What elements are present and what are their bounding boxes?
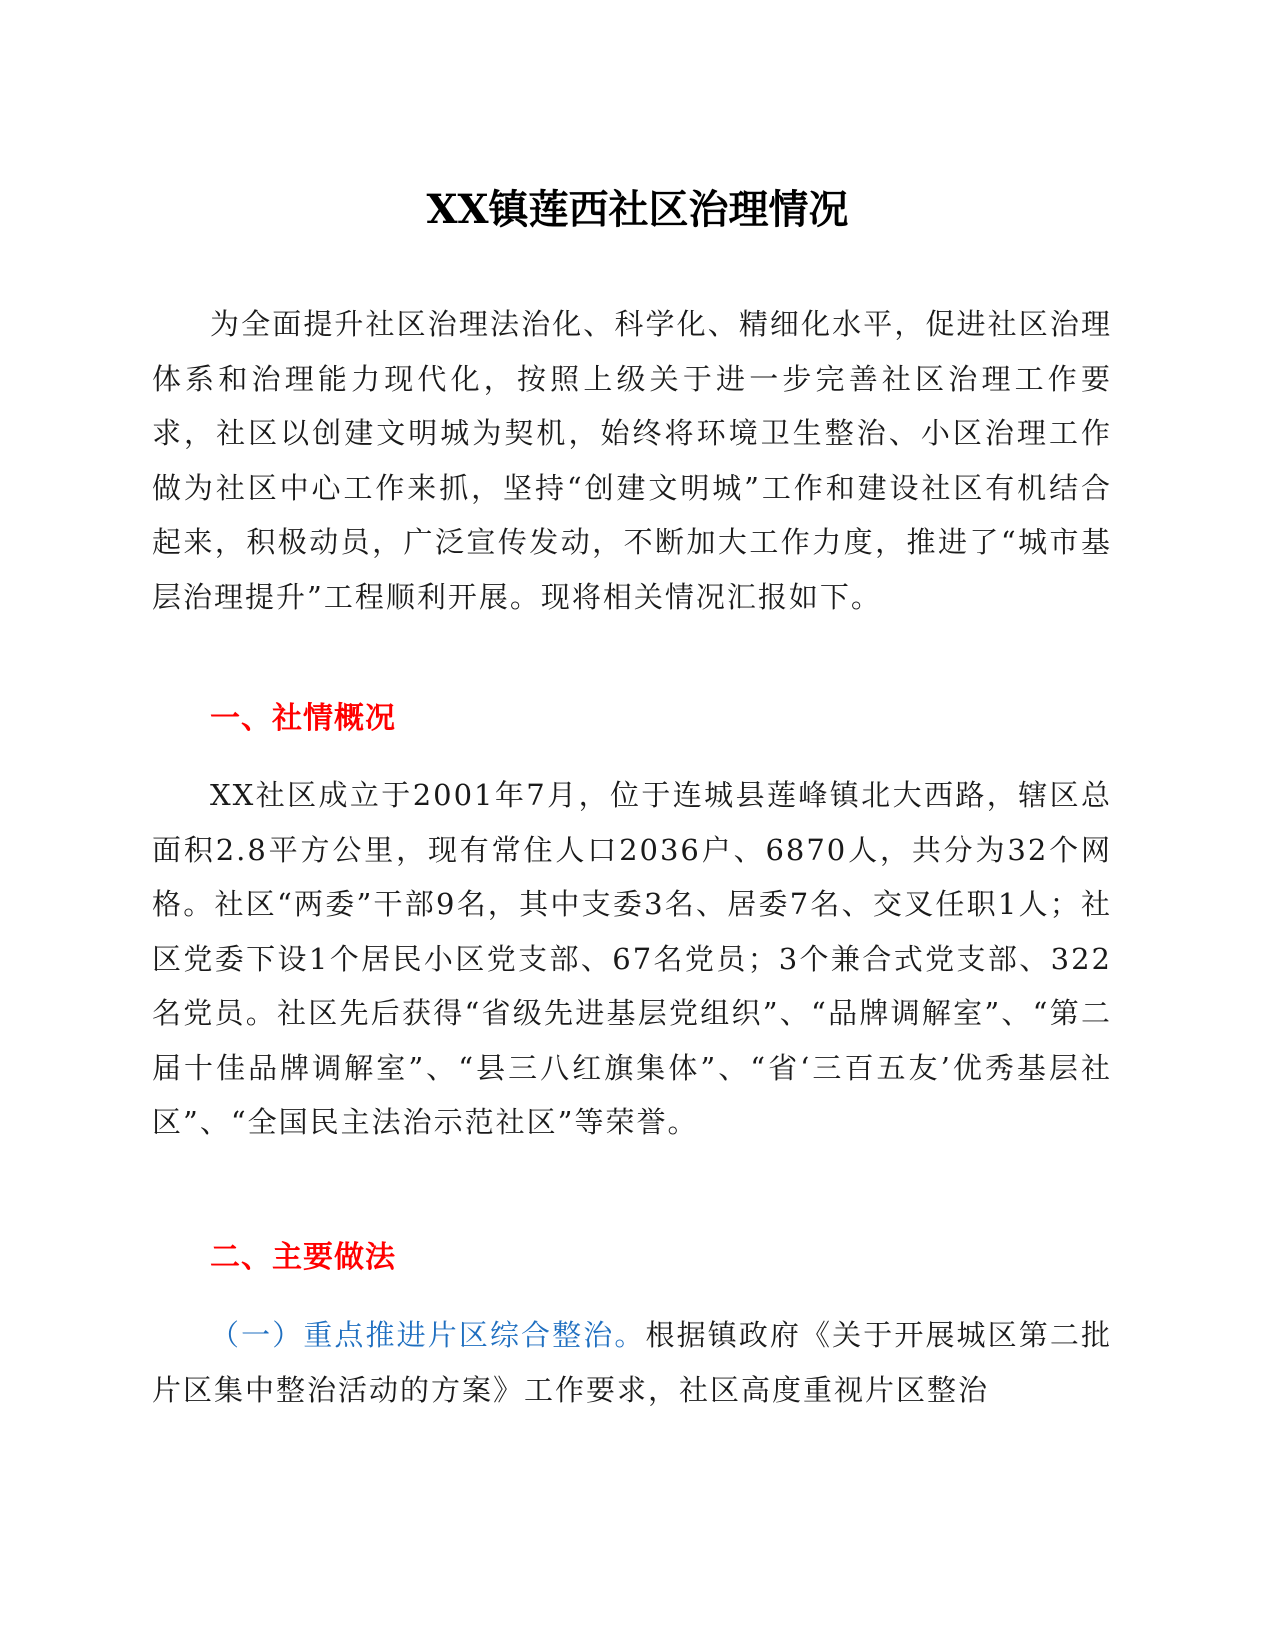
sub-heading-area-rectification: （一）重点推进片区综合整治。 [210,1318,646,1352]
practice-paragraph-text: 根据镇政府《关于开展城区第二批片区集中整治活动的方案》工作要求，社区高度重视片区整治 [152,1318,1112,1407]
document-title: XX镇莲西社区治理情况 [426,186,849,233]
intro-paragraph: 为全面提升社区治理法治化、科学化、精细化水平，促进社区治理体系和治理能力现代化，按照上级关于进一步完善社区治理工作要求，社区以创建文明城为契机，始终将环境卫生整治、小区治理工作做为社区中心工作来抓，坚持“创建文明城”工作和建设社区有机结合起来，积极动员，广泛宣传发动，不断加大工作力度，推进了“城市基层治理提升”工程顺利开展。现将相关情况汇报如下。 [152,307,1112,614]
section-heading-main-practices: 二、主要做法 [210,1240,396,1275]
overview-paragraph: XX社区成立于2001年7月，位于连城县莲峰镇北大西路，辖区总面积2.8平方公里，现有常住人口2036户、6870人，共分为32个网格。社区“两委”干部9名，其中支委3名、居委7名、交叉任职1人；社区党委下设1个居民小区党支部、67名党员；3个兼合式党支部、322名党员。社区先后获得“省级先进基层党组织”、“品牌调解室”、“第二届十佳品牌调解室”、“县三八红旗集体”、“省‘三百五友’优秀基层社区”、“全国民主法治示范社区”等荣誉。 [152,778,1112,1139]
practice-paragraph [152,1308,1112,1417]
section-heading-overview: 一、社情概况 [210,701,396,736]
